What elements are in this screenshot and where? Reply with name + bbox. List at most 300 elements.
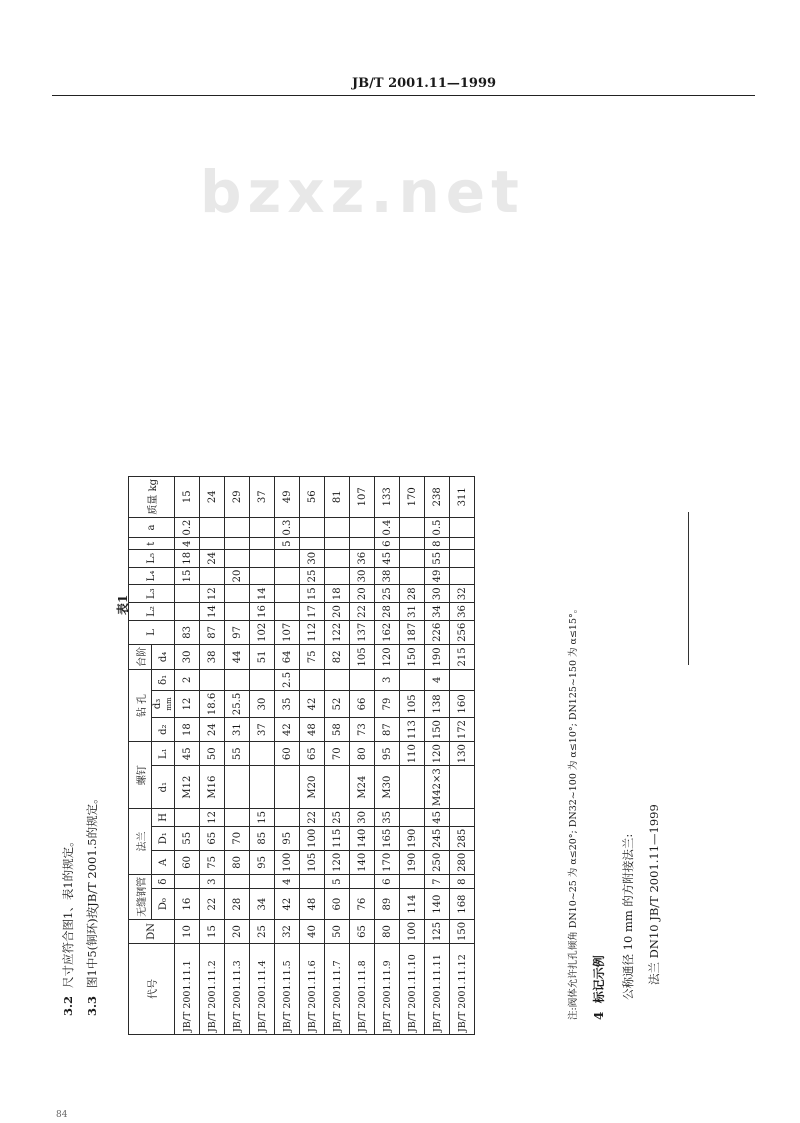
cell-d2: 31	[225, 718, 250, 742]
cell-dn: 32	[275, 919, 300, 943]
cell-L5: 45	[375, 549, 400, 567]
cell-D1: 65	[200, 826, 225, 850]
cell-dn: 65	[350, 919, 375, 943]
clause-text: 图1中5(铜环)按JB/T 2001.5的规定。	[85, 792, 99, 988]
cell-d3: 160	[450, 690, 475, 717]
spec-table	[128, 476, 475, 1035]
col-header-delta1: δ₁	[152, 669, 175, 690]
cell-delta1	[250, 669, 275, 690]
marking-example-line-2: 法兰 DN10 JB/T 2001.11—1999	[647, 804, 661, 985]
cell-L2: 34	[425, 603, 450, 621]
cell-H: 22	[300, 808, 325, 826]
cell-L5	[250, 549, 275, 567]
cell-L3: 15	[300, 585, 325, 603]
col-header-delta: δ	[152, 874, 175, 888]
cell-D0: 60	[325, 889, 350, 920]
cell-L1: 80	[350, 742, 375, 766]
cell-L2	[225, 603, 250, 621]
cell-d3: 79	[375, 690, 400, 717]
cell-dn: 80	[375, 919, 400, 943]
cell-d2: 73	[350, 718, 375, 742]
col-header-L: L	[129, 620, 175, 644]
cell-t	[350, 538, 375, 549]
cell-D1: 55	[175, 826, 200, 850]
col-header-d3	[152, 690, 175, 717]
cell-mass: 238	[425, 476, 450, 517]
cell-a	[450, 517, 475, 538]
cell-L2: 28	[375, 603, 400, 621]
cell-d4: 64	[275, 644, 300, 669]
col-header-H: H	[152, 808, 175, 826]
cell-D0: 34	[250, 889, 275, 920]
cell-t: 8	[425, 538, 450, 549]
cell-D0: 28	[225, 889, 250, 920]
cell-dn: 15	[200, 919, 225, 943]
cell-d2: 58	[325, 718, 350, 742]
col-header-t: t	[129, 538, 175, 549]
cell-L1: 70	[325, 742, 350, 766]
spec-table-wrapper	[128, 476, 475, 1035]
cell-H	[450, 808, 475, 826]
cell-d2: 24	[200, 718, 225, 742]
cell-d4: 51	[250, 644, 275, 669]
cell-L: 162	[375, 620, 400, 644]
cell-L2	[175, 603, 200, 621]
cell-dn: 50	[325, 919, 350, 943]
clause-number: 3.3	[85, 995, 99, 1016]
cell-code: JB/T 2001.11.3	[225, 944, 250, 1035]
cell-d3: 35	[275, 690, 300, 717]
cell-dn: 125	[425, 919, 450, 943]
cell-d4: 30	[175, 644, 200, 669]
cell-D0: 22	[200, 889, 225, 920]
cell-mass: 311	[450, 476, 475, 517]
cell-A: 80	[225, 850, 250, 874]
cell-L: 256	[450, 620, 475, 644]
cell-L: 97	[225, 620, 250, 644]
cell-a	[300, 517, 325, 538]
cell-d3: 138	[425, 690, 450, 717]
col-header-dn: DN	[129, 919, 175, 943]
cell-L5: 30	[300, 549, 325, 567]
cell-D0: 114	[400, 889, 425, 920]
cell-L5: 36	[350, 549, 375, 567]
col-header-L1: L₁	[152, 742, 175, 766]
cell-delta1: 2.5	[275, 669, 300, 690]
cell-delta: 7	[425, 874, 450, 888]
cell-delta: 6	[375, 874, 400, 888]
cell-dn: 150	[450, 919, 475, 943]
cell-L3	[275, 585, 300, 603]
cell-a	[400, 517, 425, 538]
standard-number-header: JB/T 2001.11—1999	[352, 76, 497, 91]
table-row	[450, 476, 475, 1034]
cell-d2: 172	[450, 718, 475, 742]
cell-delta	[300, 874, 325, 888]
cell-d4: 215	[450, 644, 475, 669]
cell-code: JB/T 2001.11.9	[375, 944, 400, 1035]
cell-d2: 48	[300, 718, 325, 742]
table-row	[325, 476, 350, 1034]
cell-L4: 15	[175, 567, 200, 585]
cell-L4	[200, 567, 225, 585]
col-header-L4: L₄	[129, 567, 175, 585]
col-header-a: a	[129, 517, 175, 538]
cell-L2	[275, 603, 300, 621]
cell-code: JB/T 2001.11.6	[300, 944, 325, 1035]
cell-mass: 24	[200, 476, 225, 517]
cell-delta: 5	[325, 874, 350, 888]
cell-L3	[175, 585, 200, 603]
cell-t	[325, 538, 350, 549]
cell-d1	[250, 766, 275, 809]
table-row	[275, 476, 300, 1034]
section-number: 4	[592, 1011, 606, 1020]
cell-dn: 25	[250, 919, 275, 943]
cell-code: JB/T 2001.11.2	[200, 944, 225, 1035]
cell-L5	[325, 549, 350, 567]
cell-d3: 18.6	[200, 690, 225, 717]
cell-mass: 81	[325, 476, 350, 517]
cell-L3: 14	[250, 585, 275, 603]
cell-delta1	[225, 669, 250, 690]
cell-D0: 76	[350, 889, 375, 920]
table-row	[250, 476, 275, 1034]
cell-delta1: 4	[425, 669, 450, 690]
cell-d1	[275, 766, 300, 809]
col-header-code: 代号	[129, 944, 175, 1035]
cell-L2: 14	[200, 603, 225, 621]
cell-code: JB/T 2001.11.1	[175, 944, 200, 1035]
cell-L: 87	[200, 620, 225, 644]
col-header-D1: D₁	[152, 826, 175, 850]
cell-a	[350, 517, 375, 538]
cell-d2: 150	[425, 718, 450, 742]
table-title: 表1	[116, 594, 130, 615]
table-row	[225, 476, 250, 1034]
table-row	[350, 476, 375, 1034]
table-row	[175, 476, 200, 1034]
cell-delta1: 2	[175, 669, 200, 690]
cell-code: JB/T 2001.11.11	[425, 944, 450, 1035]
cell-D0: 168	[450, 889, 475, 920]
cell-delta1	[400, 669, 425, 690]
cell-d1	[450, 766, 475, 809]
cell-t	[450, 538, 475, 549]
cell-L4	[250, 567, 275, 585]
cell-d1: M24	[350, 766, 375, 809]
col-header-A: A	[152, 850, 175, 874]
cell-delta	[175, 874, 200, 888]
cell-L: 122	[325, 620, 350, 644]
cell-L3: 25	[375, 585, 400, 603]
cell-delta1	[450, 669, 475, 690]
cell-D1: 100	[300, 826, 325, 850]
cell-L1: 120	[425, 742, 450, 766]
cell-d4: 150	[400, 644, 425, 669]
cell-L2: 31	[400, 603, 425, 621]
cell-H: 45	[425, 808, 450, 826]
cell-A: 105	[300, 850, 325, 874]
cell-d1	[225, 766, 250, 809]
clause-number: 3.2	[61, 995, 75, 1016]
cell-d2: 37	[250, 718, 275, 742]
cell-A: 75	[200, 850, 225, 874]
cell-L: 137	[350, 620, 375, 644]
cell-L1: 95	[375, 742, 400, 766]
cell-A: 100	[275, 850, 300, 874]
col-header-L5: L₅	[129, 549, 175, 567]
cell-L3: 20	[350, 585, 375, 603]
cell-a: 0.5	[425, 517, 450, 538]
cell-L5: 18	[175, 549, 200, 567]
cell-d1: M30	[375, 766, 400, 809]
cell-delta: 3	[200, 874, 225, 888]
cell-H: 25	[325, 808, 350, 826]
cell-d4: 190	[425, 644, 450, 669]
page-number: 84	[56, 1110, 68, 1120]
cell-L1: 65	[300, 742, 325, 766]
cell-t	[250, 538, 275, 549]
section-title: 标记示例	[592, 955, 606, 1004]
cell-L3: 12	[200, 585, 225, 603]
col-header-d3-label: d₃	[152, 698, 163, 710]
cell-L5	[450, 549, 475, 567]
cell-H: 15	[250, 808, 275, 826]
cell-delta1	[300, 669, 325, 690]
cell-L2: 22	[350, 603, 375, 621]
cell-delta1	[200, 669, 225, 690]
cell-L4	[325, 567, 350, 585]
cell-d3: 25.5	[225, 690, 250, 717]
cell-delta1	[325, 669, 350, 690]
cell-A: 250	[425, 850, 450, 874]
spec-table-body	[175, 476, 475, 1034]
cell-d3: 12	[175, 690, 200, 717]
marking-example-line-1: 公称通径 10 mm 的方附接法兰:	[621, 833, 635, 1000]
unit-label: mm	[165, 697, 173, 711]
cell-t: 4	[175, 538, 200, 549]
cell-L4	[275, 567, 300, 585]
cell-H	[400, 808, 425, 826]
cell-L: 107	[275, 620, 300, 644]
cell-L4	[450, 567, 475, 585]
cell-t: 5	[275, 538, 300, 549]
cell-code: JB/T 2001.11.8	[350, 944, 375, 1035]
cell-delta	[400, 874, 425, 888]
cell-code: JB/T 2001.11.4	[250, 944, 275, 1035]
cell-L1: 55	[225, 742, 250, 766]
cell-D0: 42	[275, 889, 300, 920]
cell-delta	[225, 874, 250, 888]
cell-L4	[400, 567, 425, 585]
cell-L2: 17	[300, 603, 325, 621]
cell-A: 170	[375, 850, 400, 874]
cell-L3: 30	[425, 585, 450, 603]
cell-H	[175, 808, 200, 826]
cell-d2: 87	[375, 718, 400, 742]
cell-A: 190	[400, 850, 425, 874]
cell-L5: 24	[200, 549, 225, 567]
cell-D1: 245	[425, 826, 450, 850]
cell-d2: 18	[175, 718, 200, 742]
cell-a	[200, 517, 225, 538]
table-row	[400, 476, 425, 1034]
cell-L4: 49	[425, 567, 450, 585]
cell-dn: 20	[225, 919, 250, 943]
cell-D0: 16	[175, 889, 200, 920]
cell-L5	[400, 549, 425, 567]
table-row	[200, 476, 225, 1034]
cell-L: 226	[425, 620, 450, 644]
cell-L4: 25	[300, 567, 325, 585]
cell-code: JB/T 2001.11.5	[275, 944, 300, 1035]
cell-H: 30	[350, 808, 375, 826]
cell-A: 120	[325, 850, 350, 874]
cell-a: 0.4	[375, 517, 400, 538]
cell-H	[275, 808, 300, 826]
cell-mass: 15	[175, 476, 200, 517]
cell-dn: 40	[300, 919, 325, 943]
cell-H: 35	[375, 808, 400, 826]
cell-mass: 107	[350, 476, 375, 517]
cell-A: 140	[350, 850, 375, 874]
cell-d1	[325, 766, 350, 809]
col-group-bolt: 螺钉	[129, 742, 152, 809]
cell-d1	[400, 766, 425, 809]
table-row	[300, 476, 325, 1034]
cell-D1: 140	[350, 826, 375, 850]
cell-L2: 36	[450, 603, 475, 621]
cell-d3: 66	[350, 690, 375, 717]
cell-t	[225, 538, 250, 549]
cell-L: 187	[400, 620, 425, 644]
cell-L3: 32	[450, 585, 475, 603]
cell-D1: 285	[450, 826, 475, 850]
cell-t	[200, 538, 225, 549]
cell-mass: 37	[250, 476, 275, 517]
clause-3-2	[60, 835, 76, 1016]
cell-L5	[275, 549, 300, 567]
cell-d3: 52	[325, 690, 350, 717]
cell-D0: 140	[425, 889, 450, 920]
col-header-d2: d₂	[152, 718, 175, 742]
cell-L4: 38	[375, 567, 400, 585]
cell-L3	[225, 585, 250, 603]
clause-3-3	[84, 792, 100, 1016]
table-row	[425, 476, 450, 1034]
cell-L4: 20	[225, 567, 250, 585]
cell-a	[325, 517, 350, 538]
col-group-drill: 钻 孔	[129, 669, 152, 741]
col-header-L3: L₃	[129, 585, 175, 603]
cell-d3: 105	[400, 690, 425, 717]
cell-dn: 100	[400, 919, 425, 943]
cell-delta1	[350, 669, 375, 690]
cell-H	[225, 808, 250, 826]
cell-mass: 170	[400, 476, 425, 517]
cell-H: 12	[200, 808, 225, 826]
cell-A: 95	[250, 850, 275, 874]
cell-D1: 190	[400, 826, 425, 850]
cell-D1: 70	[225, 826, 250, 850]
cell-t: 6	[375, 538, 400, 549]
cell-mass: 56	[300, 476, 325, 517]
cell-t	[300, 538, 325, 549]
col-group-counterbore: 台阶	[129, 644, 152, 669]
cell-delta	[350, 874, 375, 888]
cell-d1: M12	[175, 766, 200, 809]
table-row	[375, 476, 400, 1034]
separator-line	[688, 512, 689, 665]
cell-D0: 89	[375, 889, 400, 920]
cell-d1: M20	[300, 766, 325, 809]
col-group-flange: 法兰	[129, 808, 152, 874]
cell-delta: 8	[450, 874, 475, 888]
cell-L: 83	[175, 620, 200, 644]
cell-d4: 120	[375, 644, 400, 669]
cell-A: 60	[175, 850, 200, 874]
cell-a	[225, 517, 250, 538]
col-header-L2: L₂	[129, 603, 175, 621]
cell-delta1: 3	[375, 669, 400, 690]
cell-code: JB/T 2001.11.10	[400, 944, 425, 1035]
cell-L3: 18	[325, 585, 350, 603]
cell-L3: 28	[400, 585, 425, 603]
cell-L4: 30	[350, 567, 375, 585]
cell-d4: 105	[350, 644, 375, 669]
col-group-tube: 无缝钢管	[129, 874, 152, 919]
cell-L2: 20	[325, 603, 350, 621]
cell-D1: 95	[275, 826, 300, 850]
col-header-D0: D₀	[152, 889, 175, 920]
cell-D0: 48	[300, 889, 325, 920]
clause-text: 尺寸应符合图1、表1的规定。	[61, 835, 75, 988]
cell-d2: 42	[275, 718, 300, 742]
cell-d3: 42	[300, 690, 325, 717]
cell-delta: 4	[275, 874, 300, 888]
cell-d4: 75	[300, 644, 325, 669]
cell-D1: 85	[250, 826, 275, 850]
watermark: bzxz.net	[200, 158, 525, 226]
table-note: 注:阀体允许扎孔倾角 DN10~25 为 α≤20°; DN32~100 为 α≤10°; DN125~150 为 α≤15°。	[568, 603, 579, 1020]
cell-a: 0.3	[275, 517, 300, 538]
cell-L: 102	[250, 620, 275, 644]
cell-L1: 130	[450, 742, 475, 766]
cell-L5	[225, 549, 250, 567]
header-rule	[52, 95, 755, 96]
cell-t	[400, 538, 425, 549]
cell-L1: 45	[175, 742, 200, 766]
header-row-groups	[129, 476, 152, 1034]
cell-L1: 50	[200, 742, 225, 766]
cell-d1: M42×3	[425, 766, 450, 809]
cell-L1	[250, 742, 275, 766]
cell-D1: 165	[375, 826, 400, 850]
marking-example-heading	[590, 955, 607, 1020]
cell-code: JB/T 2001.11.12	[450, 944, 475, 1035]
cell-d2: 113	[400, 718, 425, 742]
cell-dn: 10	[175, 919, 200, 943]
col-header-mass: 质量 kg	[129, 476, 175, 517]
cell-d3: 30	[250, 690, 275, 717]
cell-mass: 49	[275, 476, 300, 517]
cell-mass: 133	[375, 476, 400, 517]
cell-d4: 44	[225, 644, 250, 669]
cell-delta	[250, 874, 275, 888]
cell-L1: 60	[275, 742, 300, 766]
cell-A: 280	[450, 850, 475, 874]
